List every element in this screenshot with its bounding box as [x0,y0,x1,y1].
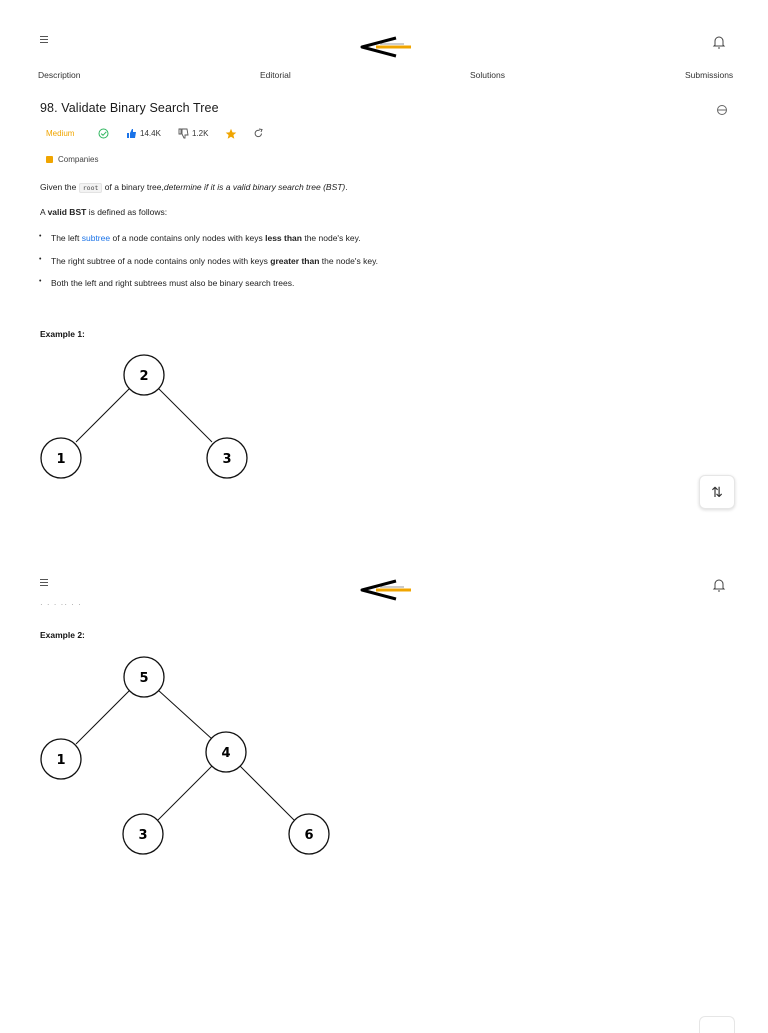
code-root: root [79,183,103,193]
list-item: • The left subtree of a node contains only nodes with keys less than the node's key. [40,233,361,243]
tree-node-label: 2 [139,369,149,384]
logo-icon[interactable] [358,27,414,59]
share-icon[interactable] [253,128,264,139]
example-1-tree [0,350,300,485]
menu-icon[interactable] [40,34,54,50]
top-bar-2 [0,566,768,606]
description-paragraph-2: A valid BST is defined as follows: [40,207,168,217]
tab-editorial[interactable]: Editorial [260,70,291,80]
tab-description[interactable]: Description [38,70,81,80]
subtree-link[interactable]: subtree [81,233,111,243]
tree-edge [158,690,212,739]
check-circle-icon [98,128,109,139]
tab-bar [0,70,768,86]
tree-node-label: 4 [221,746,231,761]
companies-tag[interactable] [46,155,98,164]
swap-icon: ⇅ [711,484,723,500]
tree-edge [76,690,130,744]
thumbs-up-icon[interactable] [126,128,137,139]
likes-count: 14.4K [140,129,161,138]
bell-icon[interactable] [710,33,728,51]
companies-label: Companies [58,155,99,164]
toggle-icon[interactable] [716,104,728,116]
tree-edge [76,388,130,442]
example-2-title: Example 2: [40,630,85,640]
tree-node-label: 3 [222,452,232,467]
tree-edge [158,766,212,820]
dislikes-count: 1.2K [192,129,209,138]
difficulty-badge: Medium [46,129,75,138]
tree-node-label: 1 [56,452,66,467]
swap-layout-button[interactable] [699,475,735,509]
star-icon[interactable] [225,128,237,140]
example-1-title: Example 1: [40,329,85,339]
swap-layout-button[interactable] [699,1016,735,1033]
tree-edge [240,766,294,820]
list-item: • The right subtree of a node contains only nodes with keys greater than the node's key. [40,256,378,266]
menu-icon[interactable] [40,577,54,593]
page-title: 98. Validate Binary Search Tree [40,101,219,115]
list-item: • Both the left and right subtrees must also be binary search trees. [40,278,294,288]
tree-node-label: 1 [56,753,66,768]
logo-icon[interactable] [358,570,414,602]
tree-node-label: 6 [304,828,314,843]
thumbs-down-icon[interactable] [178,128,189,139]
tree-node-label: 3 [138,828,148,843]
cut-off-text: · · · ·· · · [40,600,82,609]
tab-submissions[interactable]: Submissions [685,70,734,80]
lock-icon [46,156,53,163]
bell-icon[interactable] [710,576,728,594]
tree-edge [158,388,212,442]
tab-solutions[interactable]: Solutions [470,70,505,80]
top-bar [0,23,768,63]
example-2-tree [0,652,340,843]
tree-node-label: 5 [139,671,149,686]
description-paragraph-1: Given the root of a binary tree,determine if it is a valid binary search tree (BST). [40,182,348,192]
